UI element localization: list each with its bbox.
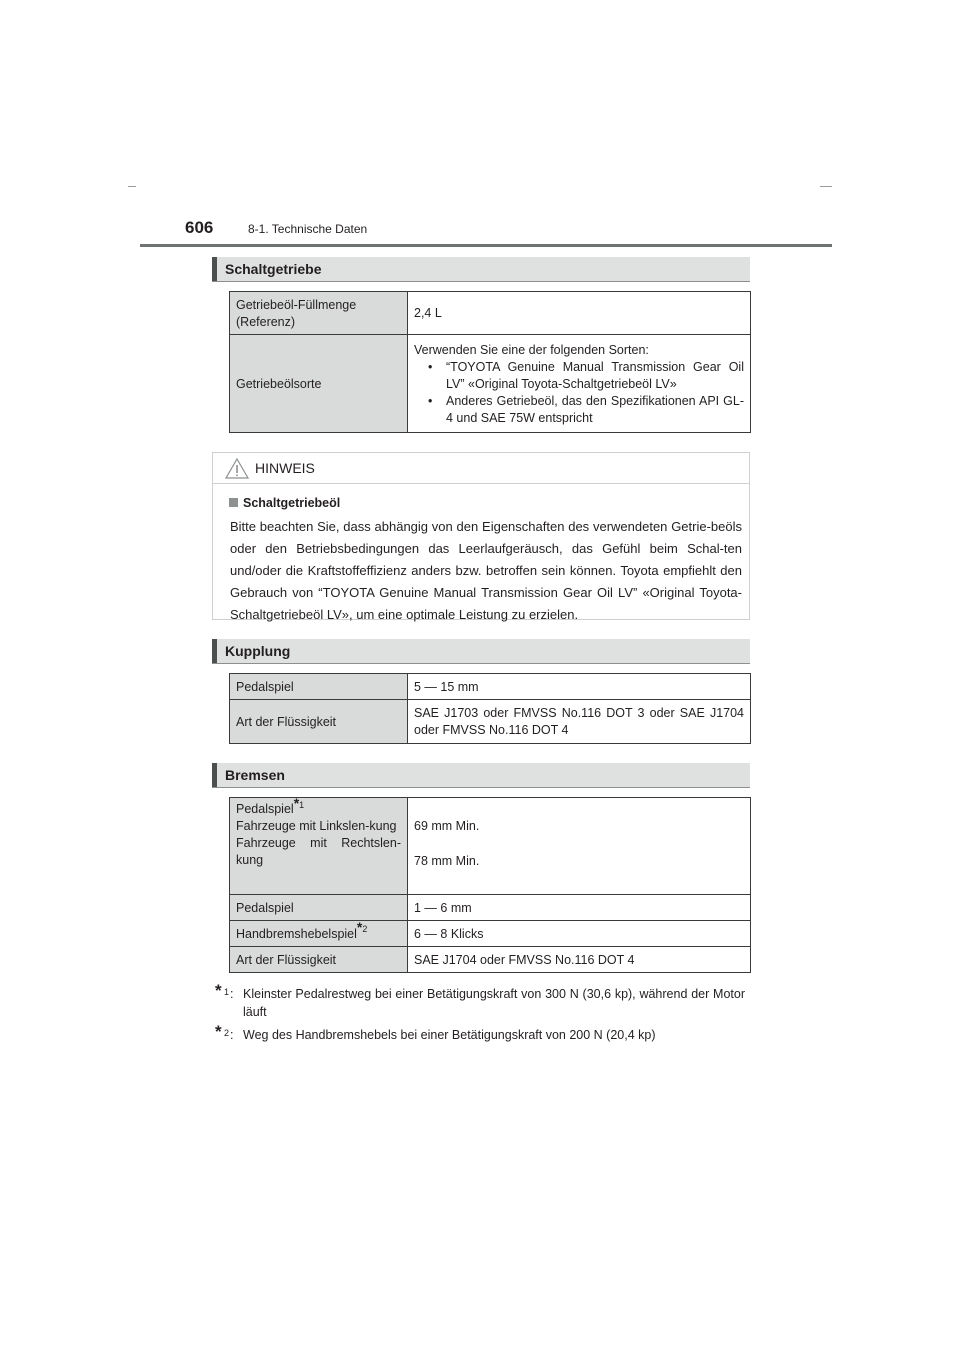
clutch-table: [229, 673, 751, 744]
section-title: Bremsen: [225, 767, 285, 783]
notice-title-row: [213, 453, 749, 484]
pedal-reserve-label: [236, 794, 401, 818]
row-value: 1 — 6 mm: [408, 895, 751, 921]
table-row: [230, 947, 751, 973]
row-value: [408, 798, 751, 895]
row-value: 6 — 8 Klicks: [408, 921, 751, 947]
pedal-reserve-label-text: Pedalspiel: [236, 802, 294, 816]
row-value: SAE J1704 oder FMVSS No.116 DOT 4: [408, 947, 751, 973]
footnote-text: Kleinster Pedalrestweg bei einer Betätigungskraft von 300 N (30,6 kp), während der Motor läuft: [243, 987, 745, 1019]
footnote-number: 1: [224, 987, 230, 997]
list-item-text: Anderes Getriebeöl, das den Spezifikationen API GL-4 und SAE 75W entspricht: [446, 393, 744, 425]
oil-type-value: [408, 335, 751, 433]
footnote-2: [215, 1022, 745, 1044]
row-label: Art der Flüssigkeit: [230, 700, 408, 744]
footnote-colon: :: [230, 987, 234, 1001]
oil-type-intro: Verwenden Sie eine der folgenden Sorten:: [414, 342, 649, 357]
footnote-number: 1: [299, 799, 305, 810]
square-bullet-icon: [229, 498, 238, 507]
section-heading-clutch: [212, 639, 750, 664]
footnote-1: [215, 981, 745, 1021]
crop-mark-right: [820, 186, 832, 187]
manual-transmission-table: [229, 291, 751, 433]
section-bar: [212, 763, 217, 787]
row-label: [230, 921, 408, 947]
parking-brake-label-text: Handbremshebelspiel: [236, 926, 357, 941]
notice-subheading-text: Schaltgetriebeöl: [243, 496, 341, 510]
section-title: Schaltgetriebe: [225, 261, 322, 277]
notice-body: Bitte beachten Sie, dass abhängig von den Eigenschaften des verwendeten Getrie-beöls oder den Betriebsbedingungen das Leerlaufgeräusch, das Gefühl beim Schal-ten und/oder die Kraftstoffeffizienz anders bzw. betroffen sein können. Toyota empfiehlt den Gebrauch von “TOYOTA Genuine Manual Transmission Gear Oil LV” «Original Toyota-Schaltgetriebeöl LV», um eine optimale Leistung zu erzielen.: [230, 519, 742, 622]
table-row: [230, 921, 751, 947]
footnote-colon: :: [230, 1028, 234, 1042]
row-label: Pedalspiel: [230, 674, 408, 700]
list-item-text: “TOYOTA Genuine Manual Transmission Gear Oil LV” «Original Toyota-Schaltgetriebeöl LV»: [446, 359, 744, 391]
notice-box: [212, 452, 750, 620]
section-title: Kupplung: [225, 643, 291, 659]
row-label: Art der Flüssigkeit: [230, 947, 408, 973]
table-row: [230, 292, 751, 335]
list-item: [414, 359, 744, 393]
page-number: 606: [185, 218, 214, 237]
section-bar: [212, 257, 217, 281]
bullet: •: [428, 359, 433, 374]
oil-type-list: [414, 359, 744, 427]
table-row: [230, 798, 751, 895]
row-label: Getriebeölsorte: [230, 335, 408, 433]
footnote-mark: *: [215, 1022, 222, 1041]
footnote-mark: *: [356, 919, 363, 936]
notice-title: HINWEIS: [255, 460, 315, 476]
row-label: Getriebeöl-Füllmenge (Referenz): [230, 292, 408, 335]
crop-mark-left: [128, 186, 136, 187]
table-row: [230, 674, 751, 700]
footnote-text: Weg des Handbremshebels bei einer Betätigungskraft von 200 N (20,4 kp): [243, 1028, 656, 1042]
footnote-number: 2: [362, 924, 368, 935]
list-item: [414, 393, 744, 427]
row-label: Pedalspiel: [230, 895, 408, 921]
header-rule: [140, 244, 832, 247]
table-row: [230, 700, 751, 744]
section-path: 8-1. Technische Daten: [248, 222, 368, 236]
section-bar: [212, 639, 217, 663]
lhd-value: 69 mm Min.: [414, 819, 480, 833]
table-row: [230, 895, 751, 921]
row-value: 5 — 15 mm: [408, 674, 751, 700]
rhd-label: Fahrzeuge mit Rechtslen-kung: [236, 836, 401, 867]
warning-triangle-icon: [225, 458, 249, 482]
brakes-table: [229, 794, 751, 973]
table-row: [230, 335, 751, 433]
row-value-text: SAE J1703 oder FMVSS No.116 DOT 3 oder SAE J1704 oder FMVSS No.116 DOT 4: [414, 706, 744, 737]
row-value: [408, 700, 751, 744]
row-value: 2,4 L: [408, 292, 751, 335]
rhd-value: 78 mm Min.: [414, 854, 480, 868]
footnote-number: 2: [224, 1028, 230, 1038]
lhd-label: Fahrzeuge mit Linkslen-kung: [236, 819, 397, 833]
footnote-mark: *: [293, 794, 300, 811]
section-heading-manual-transmission: [212, 257, 750, 282]
row-label: [230, 794, 408, 895]
spacer: [414, 835, 744, 853]
notice-subheading: [229, 496, 340, 510]
bullet: •: [428, 393, 433, 408]
footnote-mark: *: [215, 981, 222, 1000]
section-heading-brakes: [212, 763, 750, 788]
